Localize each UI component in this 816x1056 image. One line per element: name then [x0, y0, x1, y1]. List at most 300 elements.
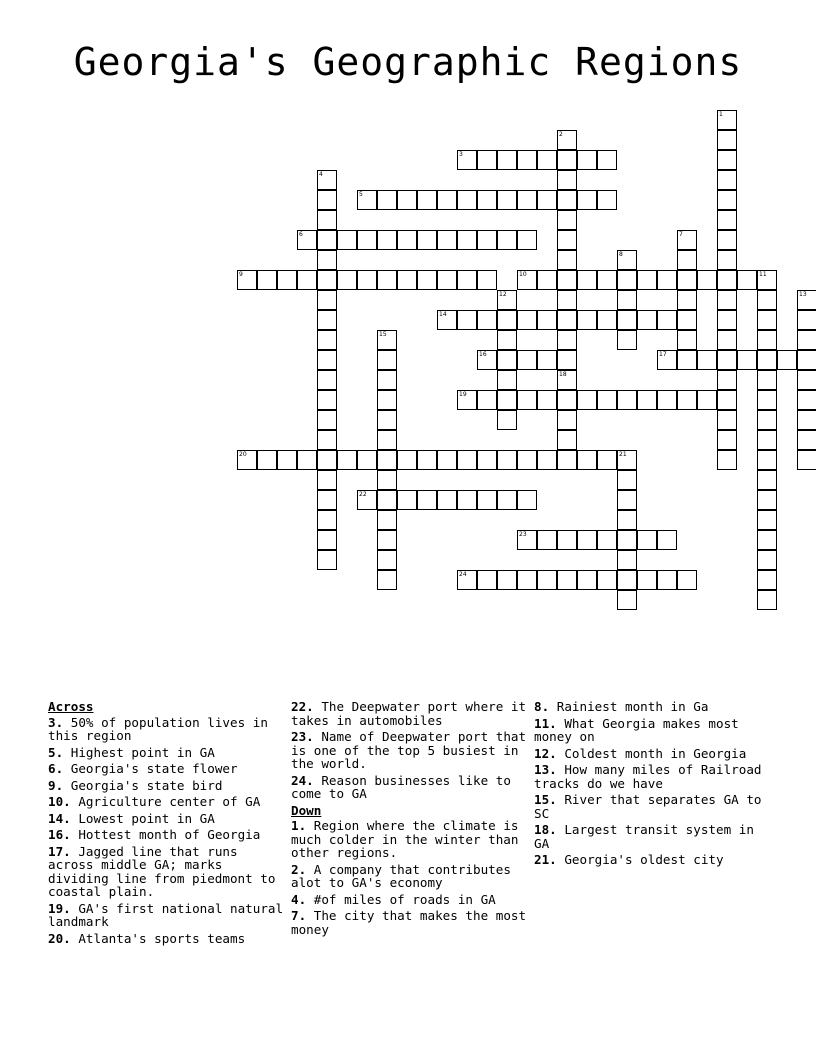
crossword-cell[interactable]: [437, 190, 457, 210]
crossword-cell[interactable]: [677, 350, 697, 370]
crossword-cell[interactable]: [717, 190, 737, 210]
crossword-cell[interactable]: [557, 130, 577, 150]
crossword-cell[interactable]: [437, 270, 457, 290]
crossword-cell[interactable]: [597, 530, 617, 550]
crossword-cell[interactable]: [317, 430, 337, 450]
crossword-cell[interactable]: [377, 390, 397, 410]
crossword-cell[interactable]: [377, 350, 397, 370]
crossword-cell[interactable]: [617, 570, 637, 590]
crossword-cell[interactable]: [317, 530, 337, 550]
crossword-cell[interactable]: [657, 350, 677, 370]
clue-item: [534, 763, 770, 790]
crossword-cell[interactable]: [557, 350, 577, 370]
crossword-cell[interactable]: [777, 350, 797, 370]
crossword-cell[interactable]: [397, 450, 417, 470]
crossword-cell[interactable]: [497, 150, 517, 170]
crossword-cell[interactable]: [377, 230, 397, 250]
crossword-cell[interactable]: [497, 450, 517, 470]
crossword-cell[interactable]: [377, 430, 397, 450]
crossword-cell[interactable]: [577, 570, 597, 590]
crossword-cell[interactable]: [497, 330, 517, 350]
clue-item: [534, 717, 770, 744]
crossword-cell[interactable]: [637, 390, 657, 410]
crossword-cell[interactable]: [557, 430, 577, 450]
crossword-cell[interactable]: [757, 490, 777, 510]
crossword-cell[interactable]: [797, 450, 816, 470]
crossword-cell[interactable]: [677, 570, 697, 590]
clue-number-label: 21: [619, 451, 627, 458]
crossword-cell[interactable]: [237, 270, 257, 290]
crossword-cell[interactable]: [257, 450, 277, 470]
crossword-cell[interactable]: [617, 530, 637, 550]
clue-number: 2.: [291, 861, 307, 877]
crossword-cell[interactable]: [597, 190, 617, 210]
clue-number-label: 16: [479, 351, 487, 358]
crossword-cell[interactable]: [557, 210, 577, 230]
crossword-cell[interactable]: [437, 310, 457, 330]
crossword-cell[interactable]: [557, 410, 577, 430]
crossword-cell[interactable]: [757, 270, 777, 290]
clue-number: 1.: [291, 818, 307, 833]
crossword-cell[interactable]: [757, 390, 777, 410]
crossword-cell[interactable]: [377, 490, 397, 510]
crossword-cell[interactable]: [557, 310, 577, 330]
crossword-cell[interactable]: [317, 170, 337, 190]
clue-number: 6.: [48, 761, 64, 776]
crossword-cell[interactable]: [757, 450, 777, 470]
crossword-cell[interactable]: [317, 230, 337, 250]
clue-number-label: 22: [359, 491, 367, 498]
crossword-cell[interactable]: [317, 490, 337, 510]
crossword-cell[interactable]: [717, 230, 737, 250]
clue-text: Hottest month of Georgia: [78, 827, 261, 842]
crossword-cell[interactable]: [577, 190, 597, 210]
crossword-cell[interactable]: [457, 310, 477, 330]
crossword-cell[interactable]: [517, 570, 537, 590]
clue-item: [48, 746, 284, 760]
crossword-cell[interactable]: [317, 290, 337, 310]
crossword-cell[interactable]: [757, 290, 777, 310]
crossword-cell[interactable]: [757, 470, 777, 490]
crossword-cell[interactable]: [417, 190, 437, 210]
crossword-cell[interactable]: [717, 270, 737, 290]
clue-number: 8.: [534, 699, 550, 714]
clue-number: 13.: [534, 762, 557, 777]
crossword-cell[interactable]: [477, 230, 497, 250]
crossword-cell[interactable]: [617, 590, 637, 610]
crossword-cell[interactable]: [537, 190, 557, 210]
clue-item: [48, 812, 284, 826]
crossword-cell[interactable]: [337, 270, 357, 290]
crossword-cell[interactable]: [517, 310, 537, 330]
crossword-cell[interactable]: [517, 450, 537, 470]
clue-number-label: 1: [719, 111, 723, 118]
crossword-cell[interactable]: [477, 190, 497, 210]
crossword-cell[interactable]: [677, 330, 697, 350]
crossword-cell[interactable]: [477, 310, 497, 330]
crossword-cell[interactable]: [497, 230, 517, 250]
crossword-cell[interactable]: [557, 330, 577, 350]
crossword-cell[interactable]: [657, 570, 677, 590]
crossword-cell[interactable]: [357, 270, 377, 290]
crossword-cell[interactable]: [717, 390, 737, 410]
crossword-cell[interactable]: [337, 450, 357, 470]
crossword-cell[interactable]: [357, 490, 377, 510]
crossword-cell[interactable]: [677, 230, 697, 250]
crossword-cell[interactable]: [317, 470, 337, 490]
clue-text: A company that contributes alot to GA's economy: [291, 861, 511, 890]
crossword-cell[interactable]: [457, 450, 477, 470]
crossword-cell[interactable]: [517, 190, 537, 210]
crossword-cell[interactable]: [277, 450, 297, 470]
crossword-cell[interactable]: [557, 230, 577, 250]
crossword-cell[interactable]: [537, 390, 557, 410]
clue-number: 3.: [48, 714, 64, 730]
crossword-cell[interactable]: [697, 350, 717, 370]
crossword-cell[interactable]: [497, 310, 517, 330]
crossword-cell[interactable]: [377, 410, 397, 430]
clue-number-label: 6: [299, 231, 303, 238]
crossword-cell[interactable]: [317, 550, 337, 570]
crossword-cell[interactable]: [517, 270, 537, 290]
crossword-cell[interactable]: [457, 390, 477, 410]
crossword-cell[interactable]: [517, 150, 537, 170]
crossword-cell[interactable]: [517, 530, 537, 550]
crossword-cell[interactable]: [257, 270, 277, 290]
crossword-cell[interactable]: [757, 350, 777, 370]
crossword-cell[interactable]: [317, 250, 337, 270]
crossword-cell[interactable]: [557, 150, 577, 170]
crossword-cell[interactable]: [557, 530, 577, 550]
crossword-cell[interactable]: [317, 350, 337, 370]
crossword-cell[interactable]: [397, 230, 417, 250]
crossword-cell[interactable]: [317, 210, 337, 230]
clue-item: [48, 716, 284, 743]
crossword-cell[interactable]: [717, 430, 737, 450]
crossword-cell[interactable]: [797, 290, 816, 310]
crossword-cell[interactable]: [457, 270, 477, 290]
clue-number-label: 24: [459, 571, 467, 578]
crossword-cell[interactable]: [437, 230, 457, 250]
crossword-cell[interactable]: [717, 450, 737, 470]
crossword-cell[interactable]: [557, 570, 577, 590]
crossword-cell[interactable]: [457, 490, 477, 510]
crossword-cell[interactable]: [537, 270, 557, 290]
crossword-cell[interactable]: [357, 190, 377, 210]
crossword-cell[interactable]: [717, 310, 737, 330]
crossword-cell[interactable]: [397, 190, 417, 210]
crossword-cell[interactable]: [717, 170, 737, 190]
crossword-cell[interactable]: [797, 310, 816, 330]
clue-item: [291, 700, 527, 727]
clue-text: Georgia's oldest city: [564, 852, 724, 867]
crossword-cell[interactable]: [417, 270, 437, 290]
crossword-cell[interactable]: [537, 150, 557, 170]
clue-number-label: 15: [379, 331, 387, 338]
crossword-cell[interactable]: [437, 490, 457, 510]
crossword-cell[interactable]: [457, 150, 477, 170]
crossword-cell[interactable]: [277, 270, 297, 290]
crossword-cell[interactable]: [397, 270, 417, 290]
crossword-cell[interactable]: [717, 350, 737, 370]
crossword-cell[interactable]: [317, 410, 337, 430]
crossword-cell[interactable]: [397, 490, 417, 510]
clue-number-label: 14: [439, 311, 447, 318]
clue-number: 10.: [48, 794, 71, 809]
crossword-cell[interactable]: [717, 330, 737, 350]
clue-number-label: 19: [459, 391, 467, 398]
crossword-cell[interactable]: [557, 170, 577, 190]
crossword-cell[interactable]: [717, 210, 737, 230]
crossword-cell[interactable]: [737, 270, 757, 290]
crossword-cell[interactable]: [717, 130, 737, 150]
crossword-cell[interactable]: [537, 310, 557, 330]
clue-text: Rainiest month in Ga: [556, 699, 709, 714]
crossword-cell[interactable]: [517, 350, 537, 370]
crossword-cell[interactable]: [557, 370, 577, 390]
crossword-cell[interactable]: [317, 370, 337, 390]
crossword-cell[interactable]: [377, 550, 397, 570]
crossword-cell[interactable]: [637, 570, 657, 590]
clue-item: [48, 828, 284, 842]
crossword-cell[interactable]: [597, 270, 617, 290]
crossword-cell[interactable]: [717, 110, 737, 130]
crossword-cell[interactable]: [317, 390, 337, 410]
crossword-cell[interactable]: [497, 410, 517, 430]
crossword-cell[interactable]: [757, 370, 777, 390]
crossword-cell[interactable]: [537, 450, 557, 470]
crossword-cell[interactable]: [377, 270, 397, 290]
crossword-cell[interactable]: [297, 270, 317, 290]
crossword-cell[interactable]: [797, 430, 816, 450]
crossword-cell[interactable]: [557, 450, 577, 470]
clue-number: 4.: [291, 891, 307, 907]
crossword-cell[interactable]: [477, 570, 497, 590]
clue-text: Agriculture center of GA: [78, 794, 261, 809]
clue-number: 19.: [48, 900, 71, 916]
crossword-cell[interactable]: [717, 370, 737, 390]
crossword-cell[interactable]: [757, 330, 777, 350]
crossword-cell[interactable]: [457, 190, 477, 210]
crossword-cell[interactable]: [677, 250, 697, 270]
crossword-cell[interactable]: [677, 310, 697, 330]
crossword-cell[interactable]: [237, 450, 257, 470]
crossword-cell[interactable]: [377, 370, 397, 390]
clue-number-label: 11: [759, 271, 767, 278]
crossword-cell[interactable]: [317, 270, 337, 290]
crossword-cell[interactable]: [477, 390, 497, 410]
crossword-cell[interactable]: [797, 410, 816, 430]
clue-number: 18.: [534, 822, 557, 837]
clue-item: [291, 909, 527, 936]
crossword-cell[interactable]: [597, 390, 617, 410]
clue-text: Coldest month in Georgia: [564, 745, 747, 761]
crossword-cell[interactable]: [797, 330, 816, 350]
crossword-cell[interactable]: [417, 230, 437, 250]
crossword-cell[interactable]: [417, 490, 437, 510]
clue-item: [48, 932, 284, 946]
crossword-cell[interactable]: [597, 570, 617, 590]
crossword-cell[interactable]: [497, 350, 517, 370]
clue-heading: Across: [48, 699, 94, 714]
crossword-cell[interactable]: [797, 370, 816, 390]
clue-number: 7.: [291, 908, 307, 923]
crossword-cell[interactable]: [537, 570, 557, 590]
crossword-cell[interactable]: [557, 270, 577, 290]
crossword-cell[interactable]: [597, 310, 617, 330]
crossword-cell[interactable]: [577, 450, 597, 470]
crossword-cell[interactable]: [457, 230, 477, 250]
clue-number: 12.: [534, 745, 557, 761]
crossword-cell[interactable]: [617, 470, 637, 490]
crossword-cell[interactable]: [497, 190, 517, 210]
crossword-cell[interactable]: [617, 270, 637, 290]
crossword-cell[interactable]: [337, 230, 357, 250]
clue-number-label: 5: [359, 191, 363, 198]
crossword-cell[interactable]: [757, 410, 777, 430]
crossword-cell[interactable]: [637, 310, 657, 330]
crossword-cell[interactable]: [377, 330, 397, 350]
clue-text: Georgia's state flower: [70, 761, 238, 776]
crossword-cell[interactable]: [617, 450, 637, 470]
crossword-cell[interactable]: [737, 350, 757, 370]
crossword-cell[interactable]: [757, 570, 777, 590]
clue-number: 9.: [48, 777, 64, 793]
crossword-cell[interactable]: [657, 390, 677, 410]
clue-text: Reason businesses like to come to GA: [291, 772, 511, 801]
crossword-cell[interactable]: [497, 290, 517, 310]
clue-text: Jagged line that runs across middle GA; marks dividing line from piedmont to coastal plain.: [48, 843, 276, 899]
crossword-cell[interactable]: [657, 530, 677, 550]
crossword-cell[interactable]: [757, 430, 777, 450]
crossword-cell[interactable]: [657, 270, 677, 290]
crossword-cell[interactable]: [717, 290, 737, 310]
crossword-cell[interactable]: [317, 450, 337, 470]
clue-column-3: [534, 700, 770, 870]
crossword-cell[interactable]: [497, 490, 517, 510]
crossword-cell[interactable]: [757, 530, 777, 550]
crossword-cell[interactable]: [557, 290, 577, 310]
crossword-cell[interactable]: [377, 530, 397, 550]
clue-item: [534, 823, 770, 850]
crossword-cell[interactable]: [697, 390, 717, 410]
crossword-cell[interactable]: [617, 290, 637, 310]
clue-number-label: 13: [799, 291, 807, 298]
clue-item: [534, 853, 770, 867]
crossword-cell[interactable]: [317, 330, 337, 350]
crossword-cell[interactable]: [677, 290, 697, 310]
crossword-cell[interactable]: [657, 310, 677, 330]
crossword-cell[interactable]: [637, 530, 657, 550]
crossword-cell[interactable]: [357, 230, 377, 250]
crossword-cell[interactable]: [417, 450, 437, 470]
crossword-cell[interactable]: [357, 450, 377, 470]
crossword-cell[interactable]: [497, 390, 517, 410]
crossword-cell[interactable]: [477, 350, 497, 370]
crossword-cell[interactable]: [577, 310, 597, 330]
crossword-cell[interactable]: [377, 510, 397, 530]
crossword-cell[interactable]: [477, 270, 497, 290]
crossword-cell[interactable]: [297, 450, 317, 470]
crossword-cell[interactable]: [617, 550, 637, 570]
crossword-cell[interactable]: [757, 590, 777, 610]
crossword-cell[interactable]: [577, 390, 597, 410]
crossword-cell[interactable]: [617, 310, 637, 330]
crossword-cell[interactable]: [597, 450, 617, 470]
crossword-cell[interactable]: [717, 250, 737, 270]
crossword-cell[interactable]: [717, 410, 737, 430]
crossword-cell[interactable]: [797, 350, 816, 370]
crossword-cell[interactable]: [617, 390, 637, 410]
crossword-cell[interactable]: [377, 190, 397, 210]
clue-number-label: 20: [239, 451, 247, 458]
crossword-cell[interactable]: [617, 510, 637, 530]
crossword-cell[interactable]: [577, 150, 597, 170]
clue-number: 17.: [48, 843, 71, 859]
crossword-cell[interactable]: [377, 570, 397, 590]
crossword-cell[interactable]: [477, 150, 497, 170]
clue-item: [48, 845, 284, 899]
crossword-cell[interactable]: [497, 370, 517, 390]
clue-item: [534, 747, 770, 761]
crossword-cell[interactable]: [637, 270, 657, 290]
crossword-cell[interactable]: [377, 470, 397, 490]
crossword-cell[interactable]: [477, 490, 497, 510]
crossword-cell[interactable]: [697, 270, 717, 290]
crossword-cell[interactable]: [617, 250, 637, 270]
crossword-cell[interactable]: [757, 510, 777, 530]
crossword-cell[interactable]: [577, 530, 597, 550]
page-title: Georgia's Geographic Regions: [73, 40, 743, 84]
crossword-cell[interactable]: [797, 390, 816, 410]
crossword-cell[interactable]: [757, 310, 777, 330]
crossword-cell[interactable]: [377, 450, 397, 470]
crossword-cell[interactable]: [497, 570, 517, 590]
crossword-cell[interactable]: [517, 230, 537, 250]
crossword-cell[interactable]: [477, 450, 497, 470]
crossword-cell[interactable]: [537, 530, 557, 550]
clue-item: [534, 700, 770, 714]
crossword-cell[interactable]: [677, 390, 697, 410]
clue-number-label: 4: [319, 171, 323, 178]
crossword-cell[interactable]: [717, 150, 737, 170]
crossword-cell[interactable]: [597, 150, 617, 170]
crossword-cell[interactable]: [317, 510, 337, 530]
clue-text: Atlanta's sports teams: [78, 930, 246, 946]
crossword-cell[interactable]: [437, 450, 457, 470]
crossword-cell[interactable]: [757, 550, 777, 570]
crossword-cell[interactable]: [317, 190, 337, 210]
crossword-cell[interactable]: [317, 310, 337, 330]
crossword-cell[interactable]: [677, 270, 697, 290]
crossword-cell[interactable]: [297, 230, 317, 250]
crossword-cell[interactable]: [557, 250, 577, 270]
clue-item: [534, 793, 770, 820]
crossword-cell[interactable]: [577, 270, 597, 290]
crossword-cell[interactable]: [557, 390, 577, 410]
clue-text: River that separates GA to SC: [534, 792, 762, 821]
clue-number: 22.: [291, 699, 314, 714]
crossword-cell[interactable]: [537, 350, 557, 370]
crossword-cell[interactable]: [457, 570, 477, 590]
crossword-cell[interactable]: [617, 330, 637, 350]
crossword-cell[interactable]: [517, 390, 537, 410]
clue-number: 20.: [48, 930, 71, 946]
crossword-cell[interactable]: [557, 190, 577, 210]
clue-number: 15.: [534, 792, 557, 807]
crossword-cell[interactable]: [617, 490, 637, 510]
crossword-cell[interactable]: [517, 490, 537, 510]
